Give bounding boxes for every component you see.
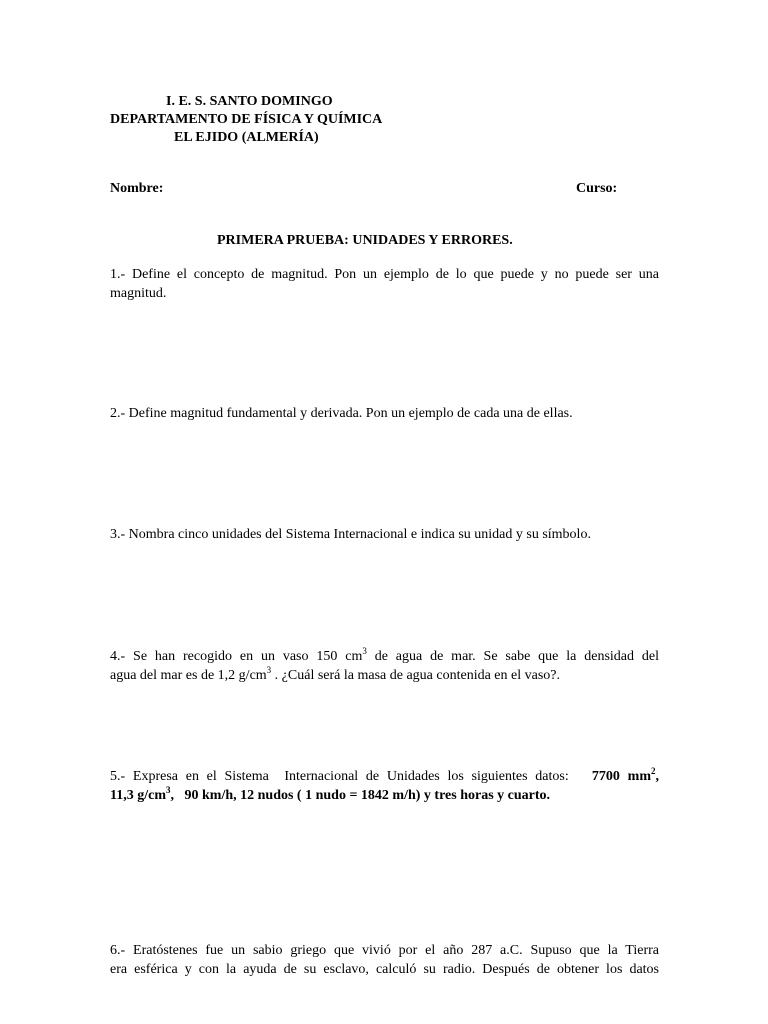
question-3: 3.- Nombra cinco unidades del Sistema Internacional e indica su unidad y su símbolo.	[110, 527, 591, 542]
question-4-line-2: agua del mar es de 1,2 $g/cm^3$ . ¿Cuál será la masa de agua contenida en el vaso?.	[110, 665, 560, 683]
question-6	[110, 941, 659, 979]
course-label: Curso:	[576, 181, 618, 196]
school-location: EL EJIDO (ALMERÍA)	[174, 130, 319, 145]
name-label: Nombre:	[110, 181, 164, 196]
department-name: DEPARTAMENTO DE FÍSICA Y QUÍMICA	[110, 112, 383, 127]
question-4-line-1: 4.- Se han recogido en un vaso 150 $cm^3$ de agua de mar. Se sabe que la densidad del	[110, 646, 659, 664]
question-2: 2.- Define magnitud fundamental y derivada. Pon un ejemplo de cada una de ellas.	[110, 406, 573, 421]
exam-title: PRIMERA PRUEBA: UNIDADES Y ERRORES.	[217, 233, 513, 248]
question-6-line-2: era esférica y con la ayuda de su esclavo, calculó su radio. Después de obtener los datos	[110, 962, 659, 977]
question-1-line-1: 1.- Define el concepto de magnitud. Pon un ejemplo de lo que puede y no puede ser una	[110, 267, 659, 282]
question-4	[110, 647, 659, 685]
school-name: I. E. S. SANTO DOMINGO	[166, 94, 333, 109]
question-5-line-1: 5.- Expresa en el Sistema Internacional de Unidades los siguientes datos: 7700 $mm^2$,	[110, 766, 659, 784]
question-1-line-2: magnitud.	[110, 286, 167, 301]
question-5	[110, 767, 659, 805]
question-1	[110, 265, 659, 303]
question-6-line-1: 6.- Eratóstenes fue un sabio griego que vivió por el año 287 a.C. Supuso que la Tierra	[110, 943, 659, 958]
question-5-line-2: 11,3 $g/cm^3$, 90 km/h, 12 nudos ( 1 nudo = 1842 m/h) y tres horas y cuarto.	[110, 785, 551, 803]
